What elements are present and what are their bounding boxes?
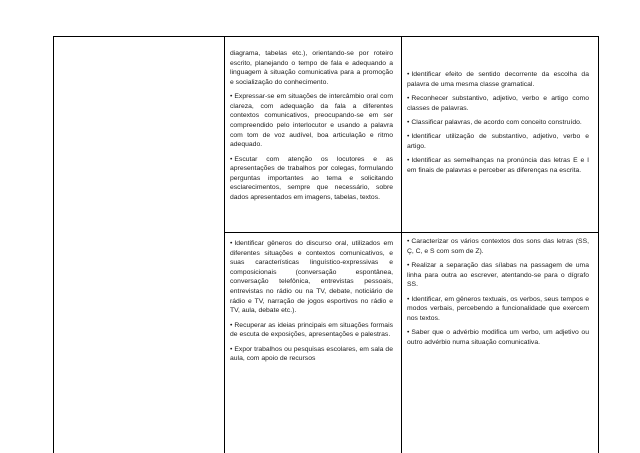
column-divider-1 [224,36,225,453]
right-item-2 [407,94,589,113]
middle-item-3 [230,155,393,203]
right-item-8-text: Identificar, em gêneros textuais, os verbos, seus tempos e modos verbais, percebendo a funcionalidade que exercem nos textos. [407,295,589,322]
right-item-4-text: Identificar utilização de substantivo, adjetivo, verbo e artigo. [407,133,589,150]
row-divider [224,232,599,233]
table-cell-middle-top [230,49,393,203]
right-item-9 [407,328,589,347]
bullet-icon: • [407,94,410,102]
middle-item-2 [230,92,393,150]
right-item-5 [407,156,589,175]
right-item-4 [407,132,589,151]
bullet-icon: • [230,345,233,353]
table-cell-right-bottom [407,237,589,347]
right-item-6 [407,237,589,256]
right-item-3-text: Classificar palavras, de acordo com conceito construído. [411,118,582,126]
bullet-icon: • [230,321,233,329]
table-cell-middle-bottom [230,239,393,364]
middle-item-2-text: Expressar-se em situações de intercâmbio oral com clareza, com adequação da fala a diferentes contextos comunicativos, preocupando-se em ser compreendido pelo interlocutor e usando a palavra com tom de voz audível, boa articulação e ritmo adequado. [230,93,393,149]
right-item-1-text: Identificar efeito de sentido decorrente da escolha da palavra de uma mesma classe gramatical. [407,71,589,88]
middle-item-4-text: Identificar gêneros do discurso oral, utilizados em diferentes situações e contextos comunicativos, e suas características linguístico-expressivas e composicionais (conversação espontânea, conversação telefônica, entrevistas pessoais, entrevistas no rádio ou na TV, debate, noticiário de rádio e TV, narração de jogos esportivos no rádio e TV, aula, debate etc.). [230,240,393,315]
bullet-icon: • [230,240,233,247]
bullet-icon: • [407,295,410,303]
right-item-8 [407,295,589,324]
bullet-icon: • [230,93,233,101]
right-item-7-text: Realizar a separação das sílabas na passagem de uma linha para outra ao escrever, atentando-se para o dígrafo SS. [407,261,589,289]
bullet-icon: • [407,133,410,141]
middle-item-1 [230,49,393,87]
column-divider-2 [401,36,402,453]
middle-item-1-text: diagrama, tabelas etc.), orientando-se por roteiro escrito, planejando o tempo de fala e adequando a linguagem à situação comunicativa para a promoção e socialização do conhecimento. [230,50,393,86]
right-item-9-text: Saber que o advérbio modifica um verbo, um adjetivo ou outro advérbio numa situação comunicativa. [407,329,589,346]
right-item-6-text: Caracterizar os vários contextos dos sons das letras (SS, Ç, C, e S com som de Z). [407,238,589,255]
bullet-icon: • [407,71,410,78]
table-top-border [53,36,599,37]
bullet-icon: • [407,157,410,165]
bullet-icon: • [407,329,410,337]
right-item-1 [407,70,589,89]
right-item-2-text: Reconhecer substantivo, adjetivo, verbo e artigo como classes de palavras. [407,94,589,112]
middle-item-5 [230,321,393,340]
bullet-icon: • [230,155,233,163]
middle-item-6 [230,345,393,364]
table-left-border [53,36,54,453]
bullet-icon: • [407,261,410,269]
table-right-border [598,36,599,453]
bullet-icon: • [407,118,410,126]
right-item-3 [407,118,589,128]
middle-item-4 [230,239,393,316]
middle-item-5-text: Recuperar as ideias principais em situações formais de escuta de exposições, apresentações e palestras. [230,321,393,339]
middle-item-3-text: Escutar com atenção os locutores e as apresentações de trabalhos por colegas, formulando perguntas importantes ao tema e solicitando esclarecimentos, sempre que necessário, sobre dados apresentados em imagens, tabelas, textos. [230,155,393,201]
right-item-5-text: Identificar as semelhanças na pronúncia das letras E e I em finais de palavras e perceber as diferenças na escrita. [407,157,589,174]
table-cell-right-top [407,70,589,176]
right-item-7 [407,261,589,290]
bullet-icon: • [407,238,410,245]
middle-item-6-text: Expor trabalhos ou pesquisas escolares, em sala de aula, com apoio de recursos [230,345,393,363]
